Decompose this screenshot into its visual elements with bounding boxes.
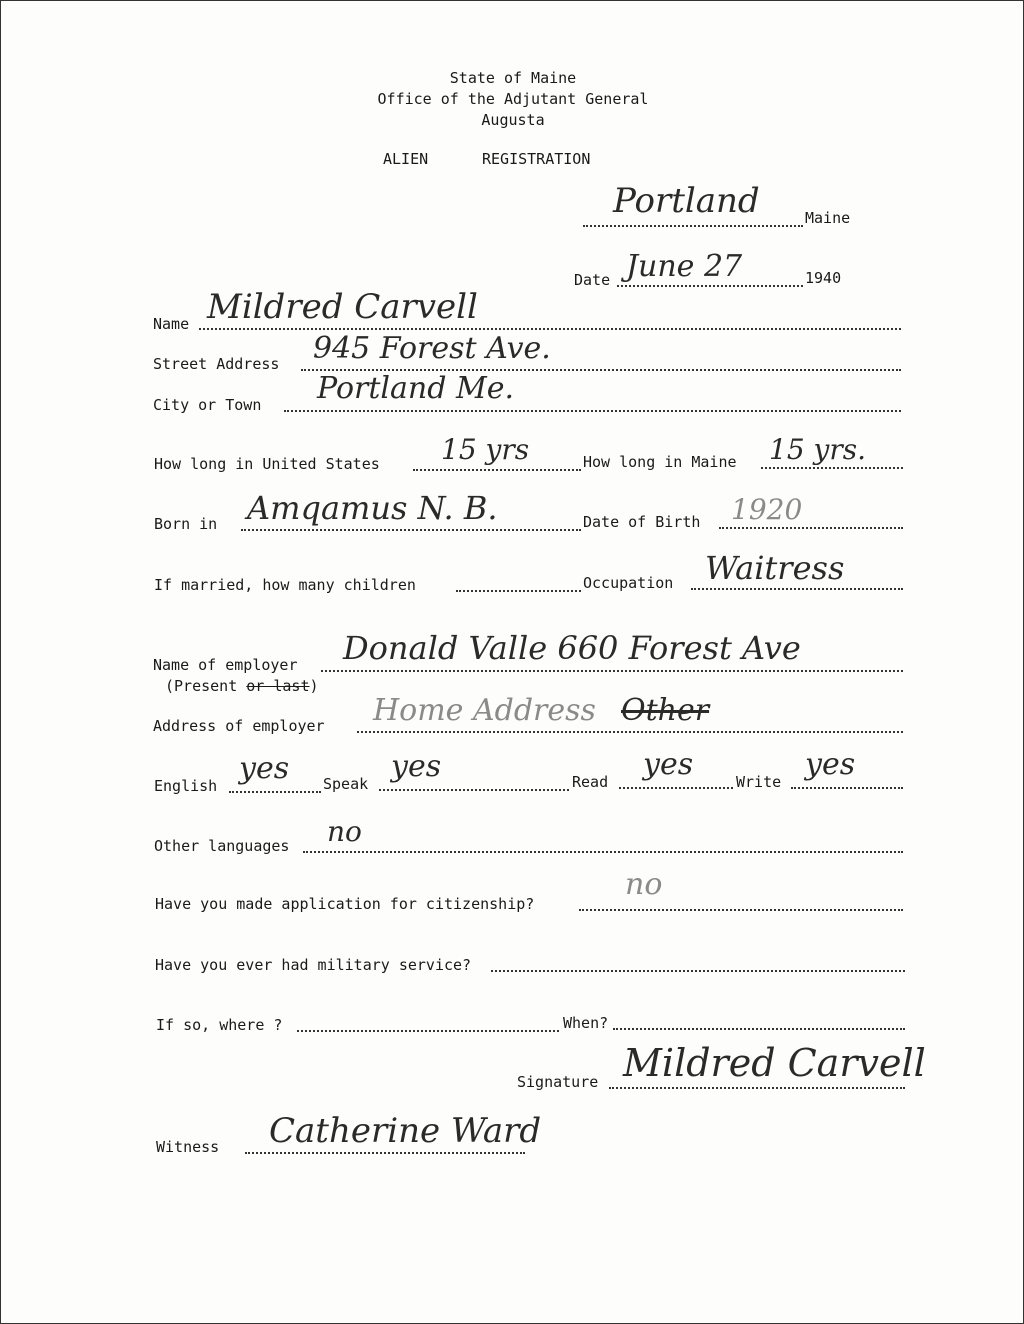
dob-value: 1920 [731,493,803,526]
born-value: Amqamus N. B. [247,489,498,527]
english-value: yes [239,751,290,786]
citizenship-label: Have you made application for citizenship? [155,895,535,913]
name-label: Name [153,315,190,333]
us-length-value: 15 yrs [441,433,530,466]
employer-line [321,670,903,672]
employer-value: Donald Valle 660 Forest Ave [343,629,801,667]
street-value: 945 Forest Ave. [313,331,551,366]
employer-sub-close: ) [309,677,319,695]
other-languages-line [303,851,903,853]
witness-value: Catherine Ward [269,1111,542,1151]
speak-line [379,789,569,791]
occupation-line [691,588,903,590]
header-office: Office of the Adjutant General [377,90,649,108]
read-label: Read [572,773,609,791]
name-line [199,328,901,330]
header-city: Augusta [481,111,545,129]
employer-address-label: Address of employer [153,717,325,735]
other-languages-value: no [327,815,362,848]
signature-value: Mildred Carvell [623,1041,926,1085]
citizenship-line [579,909,903,911]
where-label: If so, where ? [156,1016,283,1034]
name-value: Mildred Carvell [207,287,478,327]
read-value: yes [643,747,694,782]
where-line [297,1030,559,1032]
place-line [583,225,803,227]
employer-sub-open: (Present [165,677,238,695]
employer-sub [165,677,319,695]
speak-label: Speak [323,775,369,793]
write-label: Write [736,773,782,791]
other-languages-label: Other languages [154,837,290,855]
place-value: Portland [613,181,760,221]
write-value: yes [805,747,856,782]
form-title-registration: REGISTRATION [482,150,591,168]
date-value: June 27 [626,249,743,284]
maine-length-value: 15 yrs. [769,433,867,466]
date-year: 1940 [805,269,842,287]
city-label: City or Town [153,396,262,414]
us-length-line [413,469,581,471]
employer-address-line [357,731,903,733]
born-line [241,529,581,531]
employer-sub-struck: or last [246,677,310,695]
form-title-alien: ALIEN [383,150,429,168]
born-label: Born in [154,515,218,533]
military-label: Have you ever had military service? [155,956,472,974]
witness-line [245,1152,525,1154]
maine-length-label: How long in Maine [583,453,737,471]
children-line [456,590,581,592]
signature-line [609,1087,905,1089]
occupation-label: Occupation [583,574,674,592]
employer-label: Name of employer [153,656,298,674]
read-line [619,787,733,789]
signature-label: Signature [517,1073,599,1091]
citizenship-value: no [625,867,663,902]
employer-address-struck: Other [621,693,710,728]
dob-line [719,527,903,529]
speak-value: yes [391,749,442,784]
employer-address-value: Home Address [373,693,596,728]
witness-label: Witness [156,1138,220,1156]
write-line [791,787,903,789]
city-value: Portland Me. [317,371,514,406]
us-length-label: How long in United States [154,455,380,473]
maine-length-line [761,467,903,469]
street-label: Street Address [153,355,280,373]
city-line [284,410,901,412]
when-line [613,1028,905,1030]
children-label: If married, how many children [154,576,416,594]
dob-label: Date of Birth [583,513,701,531]
military-line [491,970,905,972]
date-label: Date [574,271,611,289]
date-line [617,285,803,287]
occupation-value: Waitress [705,549,845,587]
place-suffix: Maine [805,209,851,227]
english-line [229,791,321,793]
header-state: State of Maine [449,69,577,87]
english-label: English [154,777,218,795]
when-label: When? [563,1014,609,1032]
